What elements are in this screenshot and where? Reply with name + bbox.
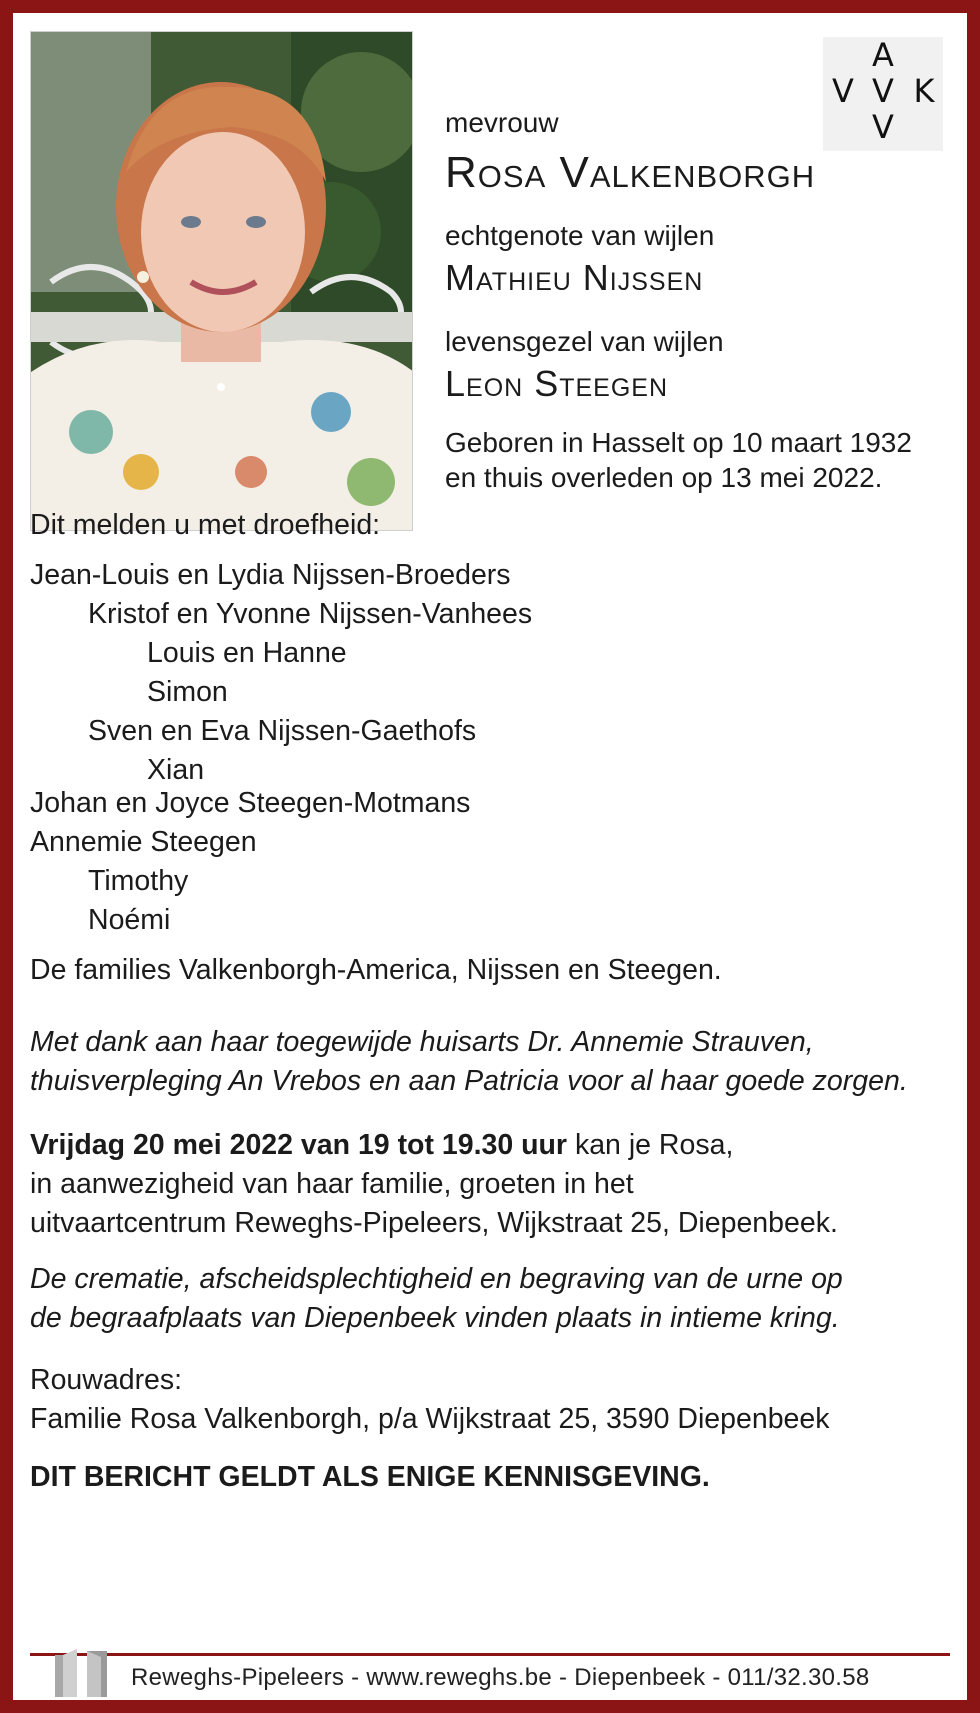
portrait-photo bbox=[30, 31, 413, 531]
birth-line: Geboren in Hasselt op 10 maart 1932 bbox=[445, 427, 912, 458]
notice-line: DIT BERICHT GELDT ALS ENIGE KENNISGEVING. bbox=[30, 1461, 710, 1493]
partner-name: Leon Steegen bbox=[445, 363, 669, 404]
family-line: Annemie Steegen bbox=[30, 826, 257, 858]
visit-line bbox=[30, 1126, 838, 1165]
death-line: en thuis overleden op 13 mei 2022. bbox=[445, 462, 883, 493]
footer-contact: Reweghs-Pipeleers - www.reweghs.be - Diepenbeek - 011/32.30.58 bbox=[131, 1664, 870, 1691]
family-group-1 bbox=[30, 556, 532, 790]
thanks-line: Met dank aan haar toegewijde huisarts Dr. Annemie Strauven, bbox=[30, 1026, 814, 1058]
emblem-letter-left: V bbox=[832, 72, 854, 110]
cremation-text bbox=[30, 1260, 843, 1338]
visit-line: in aanwezigheid van haar familie, groeten in het bbox=[30, 1168, 634, 1200]
visit-date: Vrijdag 20 mei 2022 van 19 tot 19.30 uur bbox=[30, 1129, 568, 1161]
family-line: Jean-Louis en Lydia Nijssen-Broeders bbox=[30, 559, 511, 591]
spouse-label: echtgenote van wijlen bbox=[445, 220, 715, 251]
name-prefix: mevrouw bbox=[445, 107, 559, 138]
families-line: De families Valkenborgh-America, Nijssen en Steegen. bbox=[30, 954, 722, 986]
footer-divider bbox=[30, 1653, 950, 1656]
emblem-letter-top: A bbox=[872, 36, 894, 74]
emblem-letter-center: V bbox=[872, 72, 894, 110]
family-group-2 bbox=[30, 784, 470, 940]
family-line: Simon bbox=[147, 676, 228, 708]
thanks-line: thuisverpleging An Vrebos en aan Patricia voor al haar goede zorgen. bbox=[30, 1065, 908, 1097]
family-line: Xian bbox=[147, 754, 205, 786]
family-line: Sven en Eva Nijssen-Gaethofs bbox=[88, 715, 477, 747]
address-value: Familie Rosa Valkenborgh, p/a Wijkstraat 25, 3590 Diepenbeek bbox=[30, 1403, 830, 1435]
vvk-emblem bbox=[823, 37, 943, 151]
visit-text bbox=[30, 1126, 838, 1243]
emblem-letter-bottom: V bbox=[872, 108, 894, 146]
family-line: Johan en Joyce Steegen-Motmans bbox=[30, 787, 471, 819]
cremation-line: De crematie, afscheidsplechtigheid en begraving van de urne op bbox=[30, 1263, 843, 1295]
family-line: Timothy bbox=[88, 865, 189, 897]
emblem-letter-right: K bbox=[913, 72, 935, 110]
family-line: Kristof en Yvonne Nijssen-Vanhees bbox=[88, 598, 533, 630]
spouse-name: Mathieu Nijssen bbox=[445, 257, 704, 298]
thanks-text bbox=[30, 1023, 908, 1101]
address-block bbox=[30, 1361, 830, 1439]
funeral-home-logo bbox=[55, 1645, 113, 1697]
address-label: Rouwadres: bbox=[30, 1364, 183, 1396]
visit-rest: kan je Rosa, bbox=[567, 1129, 734, 1161]
deceased-name: Rosa Valkenborgh bbox=[445, 148, 816, 197]
cremation-line: de begraafplaats van Diepenbeek vinden plaats in intieme kring. bbox=[30, 1302, 840, 1334]
visit-line: uitvaartcentrum Reweghs-Pipeleers, Wijkstraat 25, Diepenbeek. bbox=[30, 1207, 838, 1239]
partner-label: levensgezel van wijlen bbox=[445, 326, 724, 357]
announce-intro: Dit melden u met droefheid: bbox=[30, 509, 381, 541]
family-line: Noémi bbox=[88, 904, 171, 936]
obituary-card bbox=[13, 13, 967, 1700]
family-line: Louis en Hanne bbox=[147, 637, 347, 669]
